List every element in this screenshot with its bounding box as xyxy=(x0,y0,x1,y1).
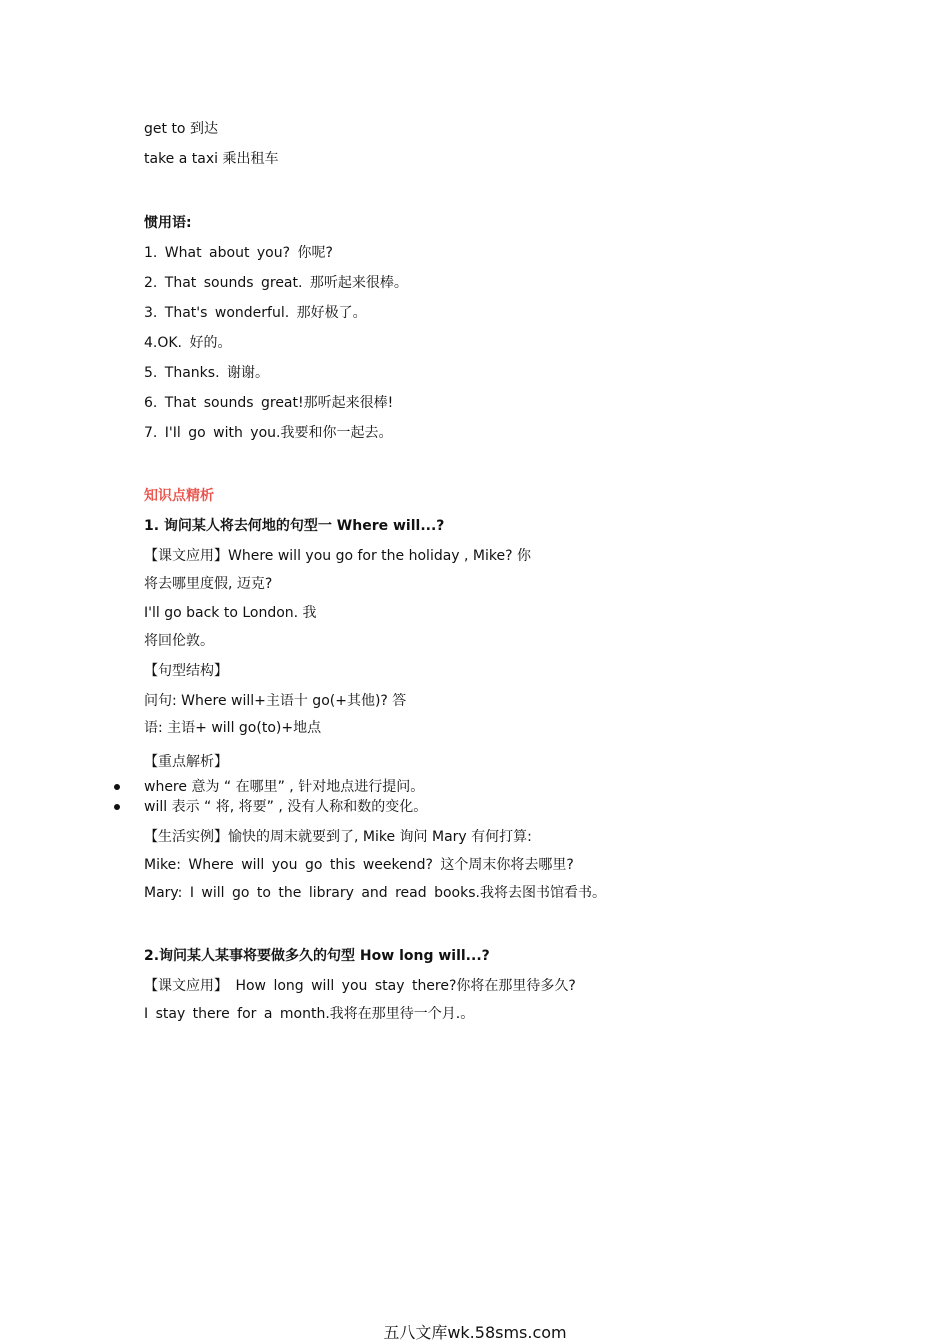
phrase-item-7: 7. I'Il go with you.我要和你一起去。 xyxy=(144,425,393,441)
vocab-line-1: get to 到达 xyxy=(144,121,218,137)
point1-line-4: 将回伦敦。 xyxy=(144,633,214,649)
footer-watermark: 五八文库wk.58sms.com xyxy=(383,1323,567,1342)
point1-line-2: 将去哪里度假, 迈克? xyxy=(144,576,273,592)
point1-example: 【生活实例】愉快的周末就要到了, Mike 询问 Mary 有何打算: xyxy=(144,829,532,845)
point1-line-8: 【重点解析】 xyxy=(144,754,228,770)
phrases-heading: 惯用语: xyxy=(144,215,192,231)
point1-line-7: 语: 主语+ will go(to)+地点 xyxy=(144,720,322,736)
dialog-line-2: Mary: I will go to the library and read books.我将去图书馆看书。 xyxy=(144,885,606,901)
vocab-line-2: take a taxi 乘出租车 xyxy=(144,151,279,167)
point1-title: 1. 询问某人将去何地的句型一 Where will...? xyxy=(144,518,445,534)
point1-line-3: I'll go back to London. 我 xyxy=(144,605,317,621)
analysis-heading: 知识点精析 xyxy=(144,488,214,504)
phrase-item-5: 5. Thanks. 谢谢。 xyxy=(144,365,269,381)
phrase-item-6: 6. That sounds great!那听起来很棒! xyxy=(144,395,394,411)
bullet-item-2: will 表示 “ 将, 将要” , 没有人称和数的变化。 xyxy=(144,799,428,815)
phrase-item-2: 2. That sounds great. 那听起来很棒。 xyxy=(144,275,408,291)
point2-line-2: I stay there for a month.我将在那里待一个月.。 xyxy=(144,1006,475,1022)
point1-line-6: 问句: Where will+主语十 go(+其他)? 答 xyxy=(144,693,407,709)
phrase-item-4: 4.OK. 好的。 xyxy=(144,335,232,351)
point1-line-1: 【课文应用】Where will you go for the holiday , Mike? 你 xyxy=(144,548,532,564)
bullet-item-1: where 意为 “ 在哪里” , 针对地点进行提问。 xyxy=(144,779,425,795)
point2-line-1: 【课文应用】 How long will you stay there?你将在那里待多久? xyxy=(144,978,576,994)
dialog-line-1: Mike: Where will you go this weekend? 这个周末你将去哪里? xyxy=(144,857,574,873)
phrase-item-3: 3. That's wonderful. 那好极了。 xyxy=(144,305,367,321)
point1-line-5: 【句型结构】 xyxy=(144,663,228,679)
point2-title: 2.询问某人某事将要做多久的句型 How long will...? xyxy=(144,948,490,964)
bullet-dot-1 xyxy=(114,784,120,790)
bullet-dot-2 xyxy=(114,804,120,810)
phrase-item-1: 1. What about you? 你呢? xyxy=(144,245,333,261)
